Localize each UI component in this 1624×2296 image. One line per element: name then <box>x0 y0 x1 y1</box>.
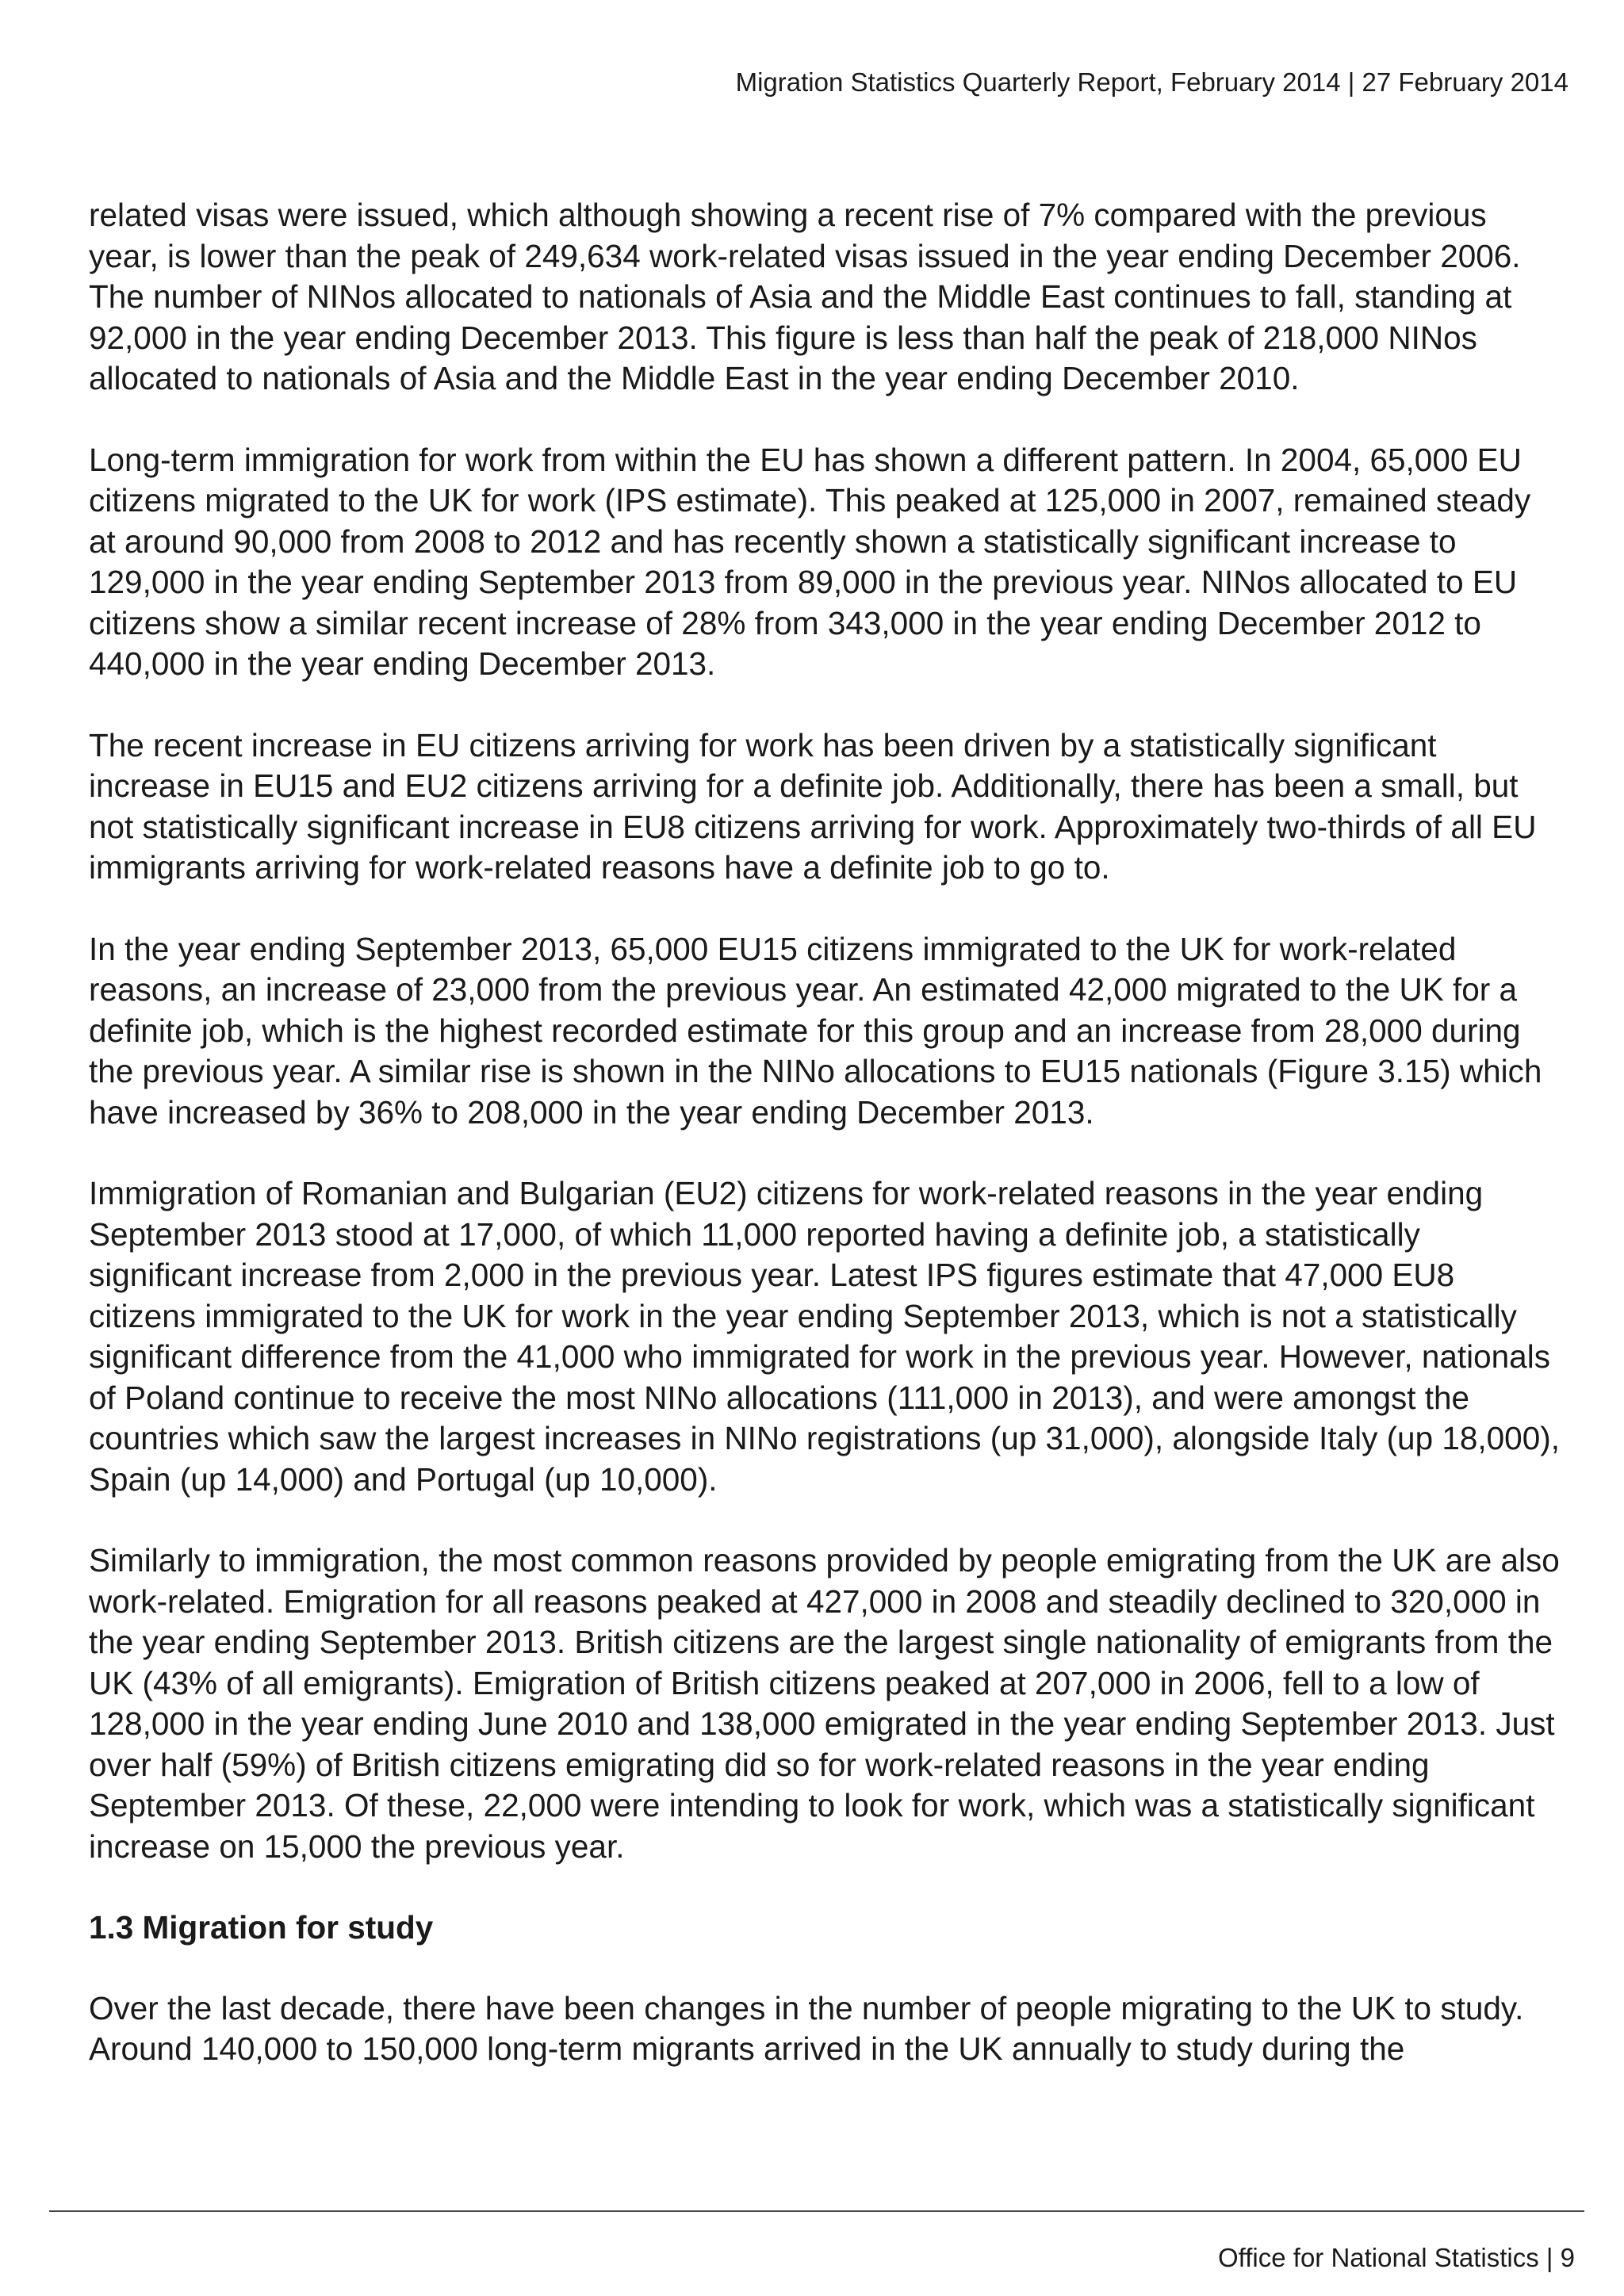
footer-divider <box>49 2210 1584 2212</box>
running-header: Migration Statistics Quarterly Report, February 2014 | 27 February 2014 <box>735 67 1568 97</box>
section-heading: 1.3 Migration for study <box>89 1909 434 1946</box>
page-footer: Office for National Statistics | 9 <box>1218 2243 1575 2272</box>
body-paragraph-2: Long-term immigration for work from within the EU has shown a different pattern. In 2004, 65,000 EU citizens migrated to the UK for work (IPS estimate). This peaked at 125,000 in 2007, remained steady at around 90,000 from 2008 to 2012 and has recently shown a statistically significant increase to 129,000 in the year ending September 2013 from 89,000 in the previous year. NINos allocated to EU citizens show a similar recent increase of 28% from 343,000 in the year ending December 2012 to 440,000 in the year ending December 2013. <box>89 441 1531 682</box>
body-paragraph-3: The recent increase in EU citizens arriving for work has been driven by a statistically significant increase in EU15 and EU2 citizens arriving for a definite job. Additionally, there has been a small, but not statistically significant increase in EU8 citizens arriving for work. Approximately two-thirds of all EU immigrants arriving for work-related reasons have a definite job to go to. <box>89 726 1537 886</box>
body-paragraph-5: Immigration of Romanian and Bulgarian (EU2) citizens for work-related reasons in the year ending September 2013 stood at 17,000, of which 11,000 reported having a definite job, a statistically significant increase from 2,000 in the previous year. Latest IPS figures estimate that 47,000 EU8 citizens immigrated to the UK for work in the year ending September 2013, which is not a statistically significant difference from the 41,000 who immigrated for work in the previous year. However, nationals of Poland continue to receive the most NINo allocations (111,000 in 2013), and were amongst the countries which saw the largest increases in NINo registrations (up 31,000), alongside Italy (up 18,000), Spain (up 14,000) and Portugal (up 10,000). <box>89 1175 1560 1498</box>
body-paragraph-1: related visas were issued, which although showing a recent rise of 7% compared with the previous year, is lower than the peak of 249,634 work-related visas issued in the year ending December 2006. The number of NINos allocated to nationals of Asia and the Middle East continues to fall, standing at 92,000 in the year ending December 2013. This figure is less than half the peak of 218,000 NINos allocated to nationals of Asia and the Middle East in the year ending December 2010. <box>89 197 1521 396</box>
page-body <box>89 195 1560 2110</box>
body-paragraph-4: In the year ending September 2013, 65,000 EU15 citizens immigrated to the UK for work-related reasons, an increase of 23,000 from the previous year. An estimated 42,000 migrated to the UK for a definite job, which is the highest recorded estimate for this group and an increase from 28,000 during the previous year. A similar rise is shown in the NINo allocations to EU15 nationals (Figure 3.15) which have increased by 36% to 208,000 in the year ending December 2013. <box>89 930 1542 1131</box>
body-paragraph-6: Similarly to immigration, the most common reasons provided by people emigrating from the UK are also work-related. Emigration for all reasons peaked at 427,000 in 2008 and steadily declined to 320,000 in the year ending September 2013. British citizens are the largest single nationality of emigrants from the UK (43% of all emigrants). Emigration of British citizens peaked at 207,000 in 2006, fell to a low of 128,000 in the year ending June 2010 and 138,000 emigrated in the year ending September 2013. Just over half (59%) of British citizens emigrating did so for work-related reasons in the year ending September 2013. Of these, 22,000 were intending to look for work, which was a statistically significant increase on 15,000 the previous year. <box>89 1542 1560 1865</box>
section-paragraph: Over the last decade, there have been changes in the number of people migrating to the UK to study. Around 140,000 to 150,000 long-term migrants arrived in the UK annually to study during the <box>89 1989 1524 2067</box>
